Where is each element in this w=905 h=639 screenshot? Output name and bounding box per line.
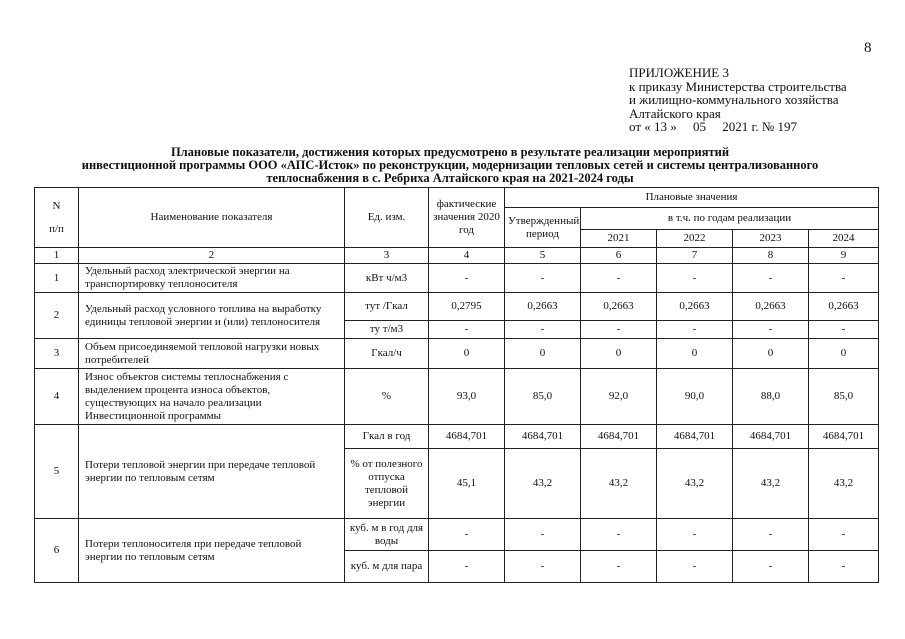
column-number: 8 — [733, 248, 809, 264]
indicator-name: Потери теплоносителя при передаче тепловой энергии по тепловым сетям — [79, 519, 345, 583]
header-n — [35, 188, 79, 248]
heading-line-2: инвестиционной программы ООО «АПС-Исток» по реконструкции, модернизации тепловых сетей и системы централизованного — [81, 158, 819, 172]
value-cell: - — [581, 264, 657, 293]
appendix-date-line: от « 13 » 05 2021 г. № 197 — [629, 119, 798, 134]
value-cell: 43,2 — [505, 449, 581, 519]
value-cell: - — [505, 519, 581, 551]
value-cell: - — [733, 264, 809, 293]
indicator-name: Износ объектов системы теплоснабжения с выделением процента износа объектов, существующих на начало реализации Инвестиционной программы — [79, 369, 345, 425]
unit-cell: % — [345, 369, 429, 425]
header-year: 2024 — [809, 230, 879, 248]
value-cell: 45,1 — [429, 449, 505, 519]
value-cell: 4684,701 — [657, 425, 733, 449]
table-row — [35, 264, 879, 293]
value-cell: - — [581, 519, 657, 551]
value-cell: 0 — [581, 339, 657, 369]
value-cell: 0,2795 — [429, 293, 505, 321]
value-cell: 0,2663 — [581, 293, 657, 321]
row-number: 6 — [35, 519, 79, 583]
header-planned: Плановые значения — [505, 188, 879, 208]
indicator-name: Удельный расход условного топлива на выработку единицы тепловой энергии и (или) теплоносителя — [79, 293, 345, 339]
column-number: 3 — [345, 248, 429, 264]
value-cell: 85,0 — [809, 369, 879, 425]
indicators-table — [34, 187, 879, 583]
row-number: 4 — [35, 369, 79, 425]
column-number: 1 — [35, 248, 79, 264]
value-cell: 88,0 — [733, 369, 809, 425]
value-cell: - — [809, 519, 879, 551]
column-number: 2 — [79, 248, 345, 264]
unit-cell: Гкал/ч — [345, 339, 429, 369]
unit-cell: кВт ч/м3 — [345, 264, 429, 293]
value-cell: - — [657, 519, 733, 551]
column-number: 6 — [581, 248, 657, 264]
value-cell: 43,2 — [581, 449, 657, 519]
row-number: 5 — [35, 425, 79, 519]
value-cell: 0 — [429, 339, 505, 369]
value-cell: - — [429, 264, 505, 293]
page-number: 8 — [864, 40, 872, 56]
value-cell: - — [809, 321, 879, 339]
unit-cell: тут /Гкал — [345, 293, 429, 321]
value-cell: - — [657, 321, 733, 339]
column-number: 5 — [505, 248, 581, 264]
unit-cell: куб. м в год для воды — [345, 519, 429, 551]
column-number: 7 — [657, 248, 733, 264]
value-cell: 43,2 — [657, 449, 733, 519]
value-cell: - — [733, 551, 809, 583]
value-cell: - — [809, 551, 879, 583]
value-cell: 92,0 — [581, 369, 657, 425]
value-cell: - — [505, 264, 581, 293]
value-cell: - — [429, 321, 505, 339]
header-actual: фактические значения 2020 год — [429, 188, 505, 248]
header-by-years: в т.ч. по годам реализации — [581, 208, 879, 230]
header-year: 2021 — [581, 230, 657, 248]
document-heading — [20, 146, 880, 185]
appendix-title: ПРИЛОЖЕНИЕ 3 — [629, 65, 729, 80]
table-row — [35, 339, 879, 369]
header-name: Наименование показателя — [79, 188, 345, 248]
value-cell: - — [429, 519, 505, 551]
value-cell: - — [429, 551, 505, 583]
unit-cell: ту т/м3 — [345, 321, 429, 339]
header-n-top: N — [52, 199, 61, 212]
unit-cell: Гкал в год — [345, 425, 429, 449]
header-n-bottom: п/п — [49, 222, 64, 235]
value-cell: 0,2663 — [657, 293, 733, 321]
unit-cell: куб. м для пара — [345, 551, 429, 583]
value-cell: 0,2663 — [505, 293, 581, 321]
table-row — [35, 369, 879, 425]
column-number: 9 — [809, 248, 879, 264]
header-year: 2023 — [733, 230, 809, 248]
value-cell: 0 — [657, 339, 733, 369]
indicator-name: Потери тепловой энергии при передаче тепловой энергии по тепловым сетям — [79, 425, 345, 519]
row-number: 3 — [35, 339, 79, 369]
table-row — [35, 293, 879, 321]
header-approved: Утвержденный период — [505, 208, 581, 248]
value-cell: - — [733, 321, 809, 339]
value-cell: 93,0 — [429, 369, 505, 425]
appendix-block — [629, 66, 847, 134]
value-cell: - — [657, 264, 733, 293]
row-number: 1 — [35, 264, 79, 293]
header-unit: Ед. изм. — [345, 188, 429, 248]
table-row — [35, 425, 879, 449]
appendix-line-1: к приказу Министерства строительства — [629, 78, 847, 94]
value-cell: - — [581, 551, 657, 583]
table-row — [35, 519, 879, 551]
value-cell: 43,2 — [809, 449, 879, 519]
unit-cell: % от полезного отпуска тепловой энергии — [345, 449, 429, 519]
value-cell: 4684,701 — [581, 425, 657, 449]
column-number-row — [35, 248, 879, 264]
value-cell: 0 — [809, 339, 879, 369]
indicator-name: Объем присоединяемой тепловой нагрузки новых потребителей — [79, 339, 345, 369]
value-cell: - — [581, 321, 657, 339]
row-number: 2 — [35, 293, 79, 339]
appendix-line-2: и жилищно-коммунального хозяйства — [629, 92, 839, 107]
value-cell: - — [733, 519, 809, 551]
value-cell: 0,2663 — [733, 293, 809, 321]
value-cell: 90,0 — [657, 369, 733, 425]
value-cell: - — [657, 551, 733, 583]
header-year: 2022 — [657, 230, 733, 248]
value-cell: - — [505, 321, 581, 339]
value-cell: 0 — [733, 339, 809, 369]
value-cell: 4684,701 — [505, 425, 581, 449]
value-cell: 4684,701 — [429, 425, 505, 449]
value-cell: 4684,701 — [733, 425, 809, 449]
appendix-line-3: Алтайского края — [629, 105, 721, 121]
value-cell: 43,2 — [733, 449, 809, 519]
value-cell: - — [505, 551, 581, 583]
heading-line-3: теплоснабжения в с. Ребриха Алтайского края на 2021-2024 годы — [266, 171, 634, 185]
heading-line-1: Плановые показатели, достижения которых предусмотрено в результате реализации мероприятий — [170, 145, 730, 159]
column-number: 4 — [429, 248, 505, 264]
value-cell: 4684,701 — [809, 425, 879, 449]
value-cell: 85,0 — [505, 369, 581, 425]
indicator-name: Удельный расход электрической энергии на транспортировку теплоносителя — [79, 264, 345, 293]
value-cell: - — [809, 264, 879, 293]
value-cell: 0 — [505, 339, 581, 369]
value-cell: 0,2663 — [809, 293, 879, 321]
